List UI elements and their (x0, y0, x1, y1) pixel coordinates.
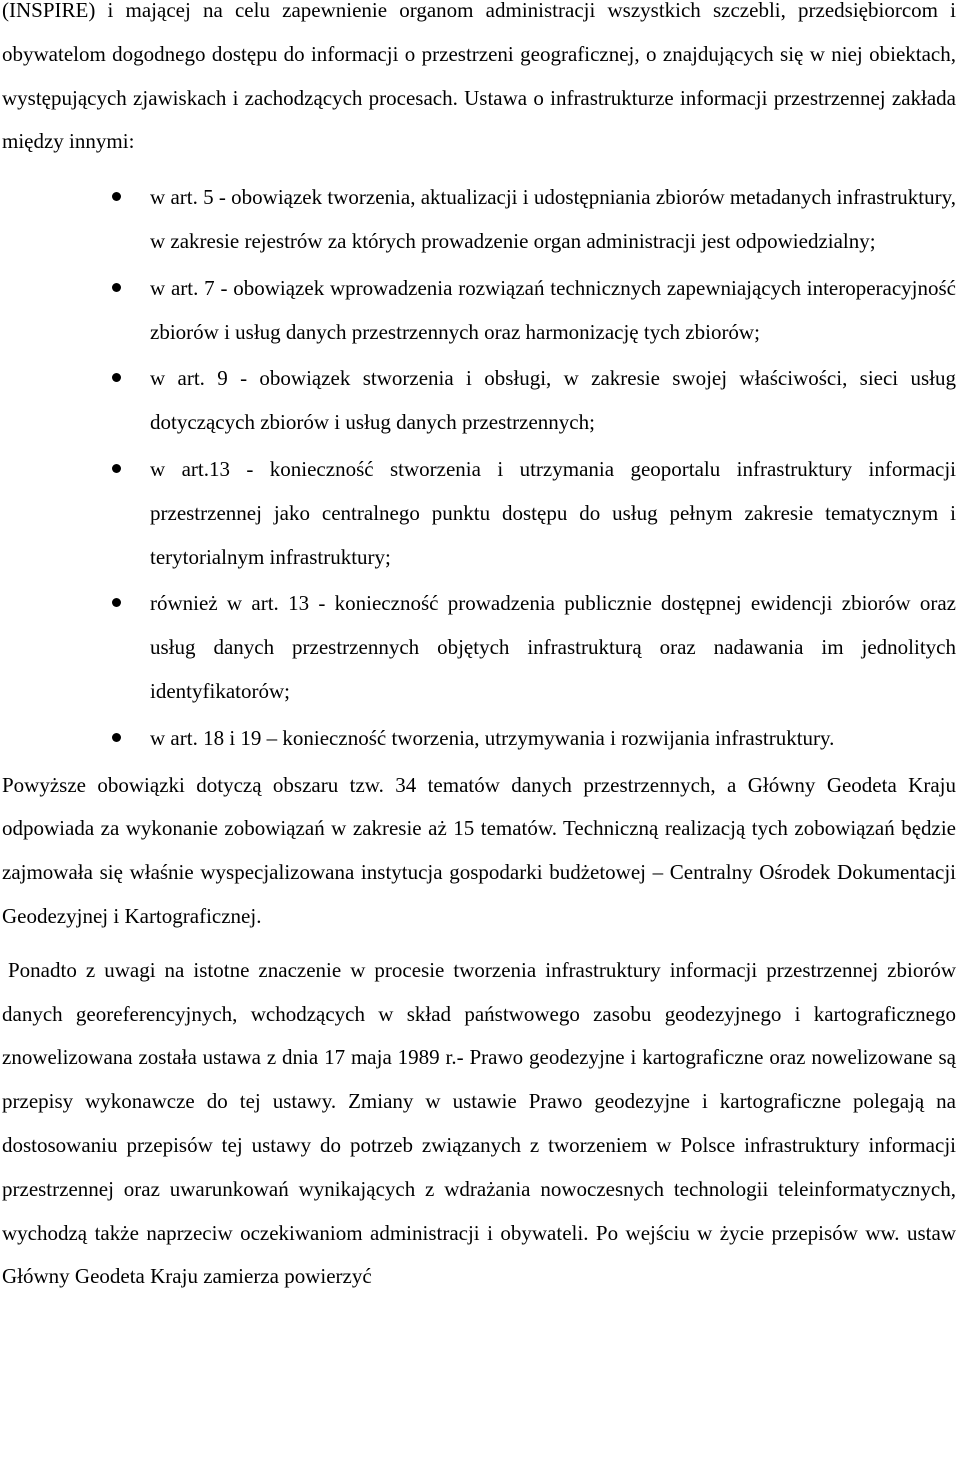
list-item-text: w art. 7 - obowiązek wprowadzenia rozwiązań technicznych zapewniających interoperacyjność zbiorów i usług danych przestrzennych oraz harmonizację tych zbiorów; (150, 275, 956, 344)
list-item-art-18-19 (2, 717, 956, 761)
intro-paragraph: (INSPIRE) i mającej na celu zapewnienie organom administracji wszystkich szczebli, przedsiębiorcom i obywatelom dogodnego dostępu do informacji o przestrzeni geograficznej, o znajdujących się w niej obiektach, występujących zjawiskach i zachodzących procesach. Ustawa o infrastrukturze informacji przestrzennej zakłada między innymi: (2, 0, 956, 154)
list-item-text: w art. 5 - obowiązek tworzenia, aktualizacji i udostępniania zbiorów metadanych infrastruktury, w zakresie rejestrów za których prowadzenie organ administracji jest odpowiedzialny; (150, 185, 956, 253)
bullet-icon (112, 464, 121, 473)
list-item-text: w art. 18 i 19 – konieczność tworzenia, utrzymywania i rozwijania infrastruktury. (150, 725, 835, 750)
obligations-list (2, 176, 956, 760)
bullet-icon (112, 192, 121, 201)
list-item-text: w art.13 - konieczność stworzenia i utrzymania geoportalu infrastruktury informacji przestrzennej jako centralnego punktu dostępu do usług pełnym zakresie tematycznym i terytorialnym infrastruktury; (150, 456, 956, 569)
bullet-icon (112, 283, 121, 292)
middle-paragraph: Powyższe obowiązki dotyczą obszaru tzw. 34 tematów danych przestrzennych, a Główny Geodeta Kraju odpowiada za wykonanie zobowiązań w zakresie aż 15 tematów. Techniczną realizacją tych zobowiązań będzie zajmowała się właśnie wyspecjalizowana instytucja gospodarki budżetowej – Centralny Ośrodek Dokumentacji Geodezyjnej i Kartograficznej. (2, 772, 956, 928)
list-item-art-13 (2, 448, 956, 579)
bullet-icon (112, 598, 121, 607)
list-item-art-9 (2, 357, 956, 445)
bullet-icon (112, 373, 121, 382)
list-item-art-5 (2, 176, 956, 264)
list-item-art-7 (2, 267, 956, 355)
bullet-icon (112, 733, 121, 742)
list-item-text: w art. 9 - obowiązek stworzenia i obsługi, w zakresie swojej właściwości, sieci usług dotyczących zbiorów i usług danych przestrzennych; (150, 366, 956, 435)
list-item-art-13-registry (2, 582, 956, 713)
final-paragraph: Ponadto z uwagi na istotne znaczenie w procesie tworzenia infrastruktury informacji przestrzennej zbiorów danych georeferencyjnych, wchodzących w skład państwowego zasobu geodezyjnego i kartograficznego znowelizowana została ustawa z dnia 17 maja 1989 r.- Prawo geodezyjne i kartograficzne oraz nowelizowane są przepisy wykonawcze do tej ustawy. Zmiany w ustawie Prawo geodezyjne i kartograficzne polegają na dostosowaniu przepisów tej ustawy do potrzeb związanych z tworzeniem w Polsce infrastruktury informacji przestrzennej oraz uwarunkowań wynikających z wdrażania nowoczesnych technologii teleinformatycznych, wychodzą także naprzeciw oczekiwaniom administracji i obywateli. Po wejściu w życie przepisów ww. ustaw Główny Geodeta Kraju zamierza powierzyć (2, 957, 956, 1289)
list-item-text: również w art. 13 - konieczność prowadzenia publicznie dostępnej ewidencji zbiorów oraz usług danych przestrzennych objętych infrastrukturą oraz nadawania im jednolitych identyfikatorów; (150, 591, 956, 703)
